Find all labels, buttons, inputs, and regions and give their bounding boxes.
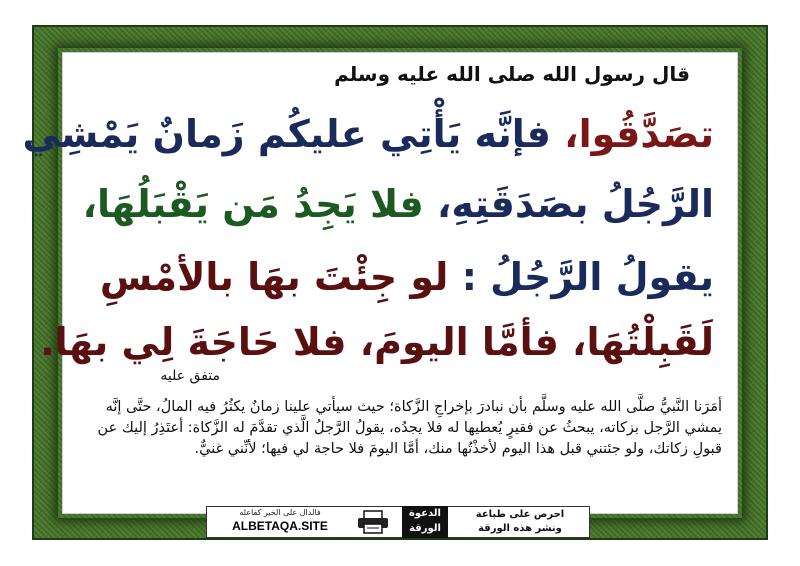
hadith-line-4: لَقَبِلْتُهَا، فأمَّا اليومَ، فلا حَاجَةَ لِي بهَا. — [40, 320, 714, 364]
logo-line-1: الدعوة — [409, 508, 441, 519]
printer-icon — [356, 510, 390, 534]
footer-site-link[interactable]: ALBETAQA.SITE — [232, 519, 328, 533]
hadith-l1-b: فإنَّه يَأْتِي عليكُم زَمانٌ يَمْشِي — [22, 112, 551, 156]
intro-line: قال رسول الله صلى الله عليه وسلم — [334, 62, 690, 86]
footer-print-note — [452, 508, 588, 536]
footer-note-1: احرص على طباعة — [475, 509, 565, 520]
explanation-paragraph: أمَرَنا النَّبيُّ صلَّى الله عليه وسلَّم بأن نبادرَ بإخراجِ الزَّكاة؛ حيث سيأتي علينا زمانٌ يكثُرُ فيه المالُ، حتَّى إنَّه يمشي الرَّجل بزكاته، يبحثُ عن فقيرٍ يُعطيها له فلا يجدُه، يقولُ الرَّجلُ الَّذي تقدَّمَ له الزَّكاة: أعتَذِرُ إليك عن قبولِ زكاتك، ولو جئتني قبل هذا اليوم لأخذْتُها منك، أمَّا اليومَ فلا حاجة لي فيها؛ لأنِّني غنيٌّ. — [97, 399, 722, 457]
hadith-source: متفق عليه — [160, 368, 220, 384]
hadith-l2-a: الرَّجُلُ بصَدَقَتِهِ، — [436, 182, 714, 226]
footer-note-2: ونشر هذه الورقة — [478, 523, 562, 534]
hadith-l2-b: فلا يَجِدُ مَن يَقْبَلُهَا، — [82, 182, 424, 226]
footer-site-block[interactable] — [210, 508, 350, 536]
hadith-line-2 — [82, 180, 714, 228]
footer-slogan: فالدال على الخير كفاعله — [239, 508, 321, 517]
hadith-line-1 — [22, 110, 714, 158]
logo-mark — [402, 506, 448, 538]
hadith-l1-a: تصَدَّقُوا، — [564, 112, 714, 156]
hadith-l3-b: لو جِئْتَ بهَا بالأمْسِ — [99, 255, 449, 299]
hadith-line-3 — [99, 253, 714, 301]
hadith-l3-a: يقولُ الرَّجُلُ : — [461, 255, 714, 299]
logo-line-2: الورقة — [409, 523, 441, 534]
